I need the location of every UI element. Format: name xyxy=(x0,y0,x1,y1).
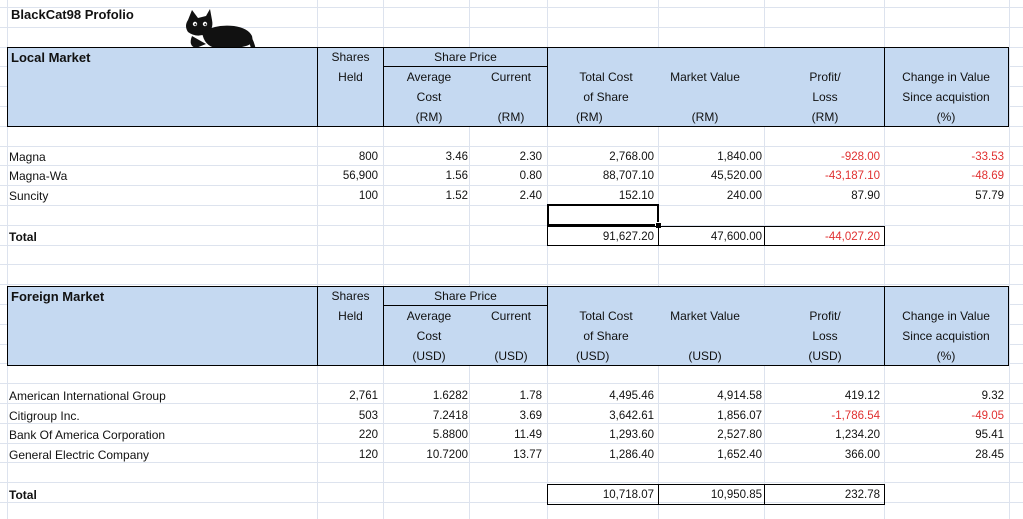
market-value: 2,527.80 xyxy=(717,429,762,441)
shares-held: 2,761 xyxy=(349,390,378,402)
change-pct: -48.69 xyxy=(971,170,1004,182)
foreign-total-label: Total xyxy=(9,488,37,502)
change-pct: 57.79 xyxy=(975,190,1004,202)
change-pct: -33.53 xyxy=(971,151,1004,163)
profit-loss: 87.90 xyxy=(851,190,880,202)
local-hdr-share-price: Share Price xyxy=(434,50,497,64)
local-total-cost: 91,627.20 xyxy=(602,231,654,243)
avg-cost: 7.2418 xyxy=(432,410,468,422)
shares-held: 220 xyxy=(358,429,378,441)
market-value: 1,856.07 xyxy=(717,410,762,422)
total-cost: 4,495.46 xyxy=(609,390,654,402)
local-hdr-current: Current (RM) xyxy=(490,70,531,124)
foreign-hdr-profit-loss: Profit/ Loss (USD) xyxy=(808,309,842,363)
total-cost: 88,707.10 xyxy=(602,170,654,182)
current-price: 1.78 xyxy=(519,390,542,402)
stock-name: Citigroup Inc. xyxy=(9,409,80,423)
avg-cost: 1.6282 xyxy=(432,390,468,402)
foreign-total-market-value: 10,950.85 xyxy=(710,489,762,501)
foreign-hdr-current: Current (USD) xyxy=(490,309,531,363)
market-value: 1,652.40 xyxy=(717,449,762,461)
profit-loss: -928.00 xyxy=(840,151,880,163)
current-price: 2.30 xyxy=(519,151,542,163)
avg-cost: 10.7200 xyxy=(426,449,468,461)
current-price: 0.80 xyxy=(519,170,542,182)
avg-cost: 1.56 xyxy=(445,170,468,182)
local-total-market-value: 47,600.00 xyxy=(710,231,762,243)
selected-cell[interactable] xyxy=(547,204,659,226)
stock-name: General Electric Company xyxy=(9,448,150,462)
local-hdr-total-cost: Total Cost of Share (RM) xyxy=(576,70,633,124)
current-price: 13.77 xyxy=(513,449,542,461)
stock-name: Suncity xyxy=(9,189,49,203)
local-hdr-change: Change in Value Since acquistion (%) xyxy=(902,70,990,124)
change-pct: 9.32 xyxy=(981,390,1004,402)
foreign-total-cost: 10,718.07 xyxy=(602,489,654,501)
local-hdr-shares: Shares Held xyxy=(331,50,370,84)
avg-cost: 3.46 xyxy=(445,151,468,163)
sheet-title: BlackCat98 Profolio xyxy=(11,7,134,22)
market-value: 240.00 xyxy=(726,190,762,202)
foreign-section-label: Foreign Market xyxy=(11,289,105,304)
foreign-hdr-share-price: Share Price xyxy=(434,289,497,303)
local-section-label: Local Market xyxy=(11,50,91,65)
current-price: 3.69 xyxy=(519,410,542,422)
shares-held: 120 xyxy=(358,449,378,461)
local-total-label: Total xyxy=(9,230,37,244)
stock-name: Bank Of America Corporation xyxy=(9,428,166,442)
change-pct: 28.45 xyxy=(975,449,1004,461)
shares-held: 100 xyxy=(358,190,378,202)
foreign-hdr-market-value: Market Value (USD) xyxy=(670,309,740,363)
market-value: 1,840.00 xyxy=(717,151,762,163)
divider xyxy=(383,305,548,306)
market-value: 45,520.00 xyxy=(710,170,762,182)
total-cost: 1,286.40 xyxy=(609,449,654,461)
avg-cost: 5.8800 xyxy=(432,429,468,441)
market-value: 4,914.58 xyxy=(717,390,762,402)
divider xyxy=(547,47,548,127)
shares-held: 800 xyxy=(358,151,378,163)
local-hdr-market-value: Market Value (RM) xyxy=(670,70,740,124)
avg-cost: 1.52 xyxy=(445,190,468,202)
profit-loss: 366.00 xyxy=(844,449,880,461)
stock-name: American International Group xyxy=(9,389,166,403)
foreign-hdr-shares: Shares Held xyxy=(331,289,370,323)
profit-loss: 1,234.20 xyxy=(835,429,880,441)
foreign-hdr-change: Change in Value Since acquistion (%) xyxy=(902,309,990,363)
local-total-profit: -44,027.20 xyxy=(825,231,880,243)
local-hdr-avg-cost: Average Cost (RM) xyxy=(406,70,452,124)
profit-loss: -1,786.54 xyxy=(831,410,880,422)
current-price: 11.49 xyxy=(514,429,542,441)
total-cost: 1,293.60 xyxy=(609,429,654,441)
divider xyxy=(547,286,548,366)
local-hdr-profit-loss: Profit/ Loss (RM) xyxy=(809,70,841,124)
profit-loss: 419.12 xyxy=(844,390,880,402)
total-cost: 2,768.00 xyxy=(609,151,654,163)
shares-held: 503 xyxy=(358,410,378,422)
foreign-total-profit: 232.78 xyxy=(844,489,880,501)
profit-loss: -43,187.10 xyxy=(825,170,880,182)
total-cost: 3,642.61 xyxy=(609,410,654,422)
stock-name: Magna xyxy=(9,150,46,164)
shares-held: 56,900 xyxy=(342,170,378,182)
foreign-hdr-avg-cost: Average Cost (USD) xyxy=(406,309,452,363)
foreign-hdr-total-cost: Total Cost of Share (USD) xyxy=(576,309,633,363)
total-cost: 152.10 xyxy=(618,190,654,202)
change-pct: 95.41 xyxy=(975,429,1004,441)
divider xyxy=(383,66,548,67)
current-price: 2.40 xyxy=(519,190,542,202)
change-pct: -49.05 xyxy=(971,410,1004,422)
stock-name: Magna-Wa xyxy=(9,169,68,183)
